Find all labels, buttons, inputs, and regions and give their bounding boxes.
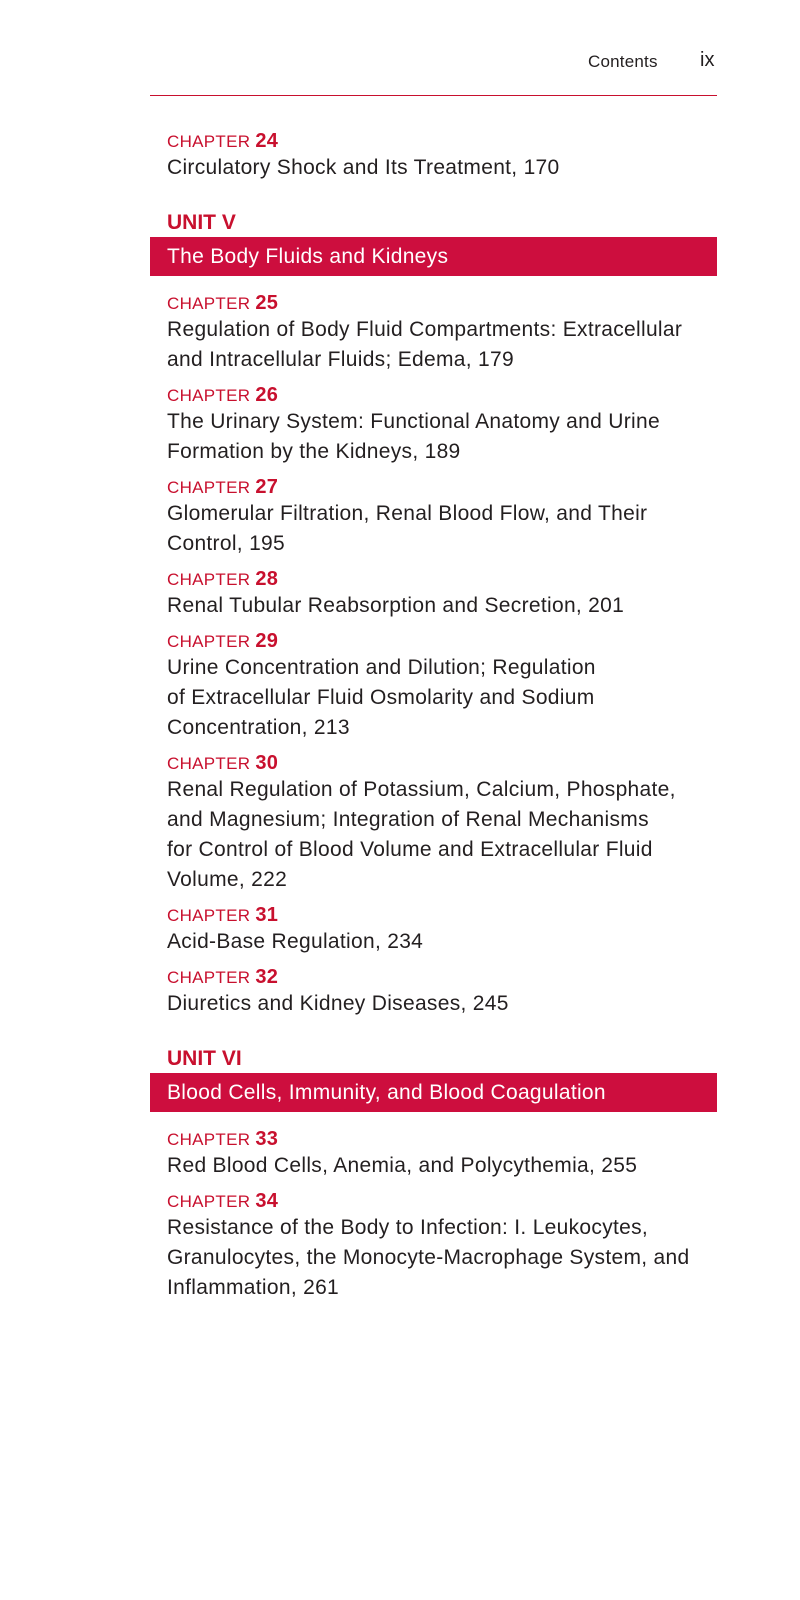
toc-chapter-entry[interactable]: [167, 752, 720, 895]
chapter-word: CHAPTER: [167, 294, 251, 313]
unit-title-bar[interactable]: The Body Fluids and Kidneys: [150, 237, 717, 276]
toc-chapter-entry[interactable]: [167, 568, 720, 621]
chapter-title: [167, 591, 720, 621]
chapter-title: [167, 153, 720, 183]
chapter-number: 34: [255, 1190, 279, 1212]
toc-chapter-entry[interactable]: [167, 130, 720, 183]
chapter-number: 27: [255, 476, 279, 498]
chapter-title-line: Circulatory Shock and Its Treatment, 170: [167, 156, 560, 179]
chapter-title: [167, 775, 720, 895]
toc-chapter-entry[interactable]: [167, 630, 720, 743]
chapter-number: 32: [255, 966, 279, 988]
table-of-contents: [150, 130, 720, 1312]
header-divider: [150, 95, 717, 96]
chapter-word: CHAPTER: [167, 132, 251, 151]
toc-chapter-entry[interactable]: [167, 476, 720, 559]
chapter-title: [167, 1151, 720, 1181]
chapter-title: [167, 653, 720, 743]
chapter-label: [167, 630, 720, 653]
toc-chapter-entry[interactable]: [167, 292, 720, 375]
chapter-number: 26: [255, 384, 279, 406]
chapter-title-line: Granulocytes, the Monocyte-Macrophage System, and: [167, 1246, 690, 1269]
chapter-word: CHAPTER: [167, 386, 251, 405]
chapter-title-line: Renal Tubular Reabsorption and Secretion, 201: [167, 594, 625, 617]
chapter-title-line: The Urinary System: Functional Anatomy and Urine: [167, 410, 660, 433]
chapter-title-line: Red Blood Cells, Anemia, and Polycythemia, 255: [167, 1154, 638, 1177]
running-header: [150, 44, 717, 94]
chapter-number: 33: [255, 1128, 279, 1150]
chapter-title-line: Acid-Base Regulation, 234: [167, 930, 424, 953]
chapter-word: CHAPTER: [167, 906, 251, 925]
chapter-title-line: Glomerular Filtration, Renal Blood Flow, and Their: [167, 502, 648, 525]
chapter-label: [167, 476, 720, 499]
chapter-number: 28: [255, 568, 279, 590]
chapter-title-line: Formation by the Kidneys, 189: [167, 440, 461, 463]
chapter-number: 30: [255, 752, 279, 774]
chapter-word: CHAPTER: [167, 968, 251, 987]
chapter-label: [167, 568, 720, 591]
chapter-title-line: Resistance of the Body to Infection: I. Leukocytes,: [167, 1216, 649, 1239]
toc-chapter-entry[interactable]: [167, 966, 720, 1019]
chapter-title: [167, 927, 720, 957]
chapter-title-line: and Magnesium; Integration of Renal Mechanisms: [167, 808, 649, 831]
chapter-title-line: Concentration, 213: [167, 716, 350, 739]
chapter-title-line: Urine Concentration and Dilution; Regulation: [167, 656, 596, 679]
chapter-number: 29: [255, 630, 279, 652]
chapter-number: 25: [255, 292, 279, 314]
chapter-title: [167, 1213, 720, 1303]
chapter-number: 24: [255, 130, 279, 152]
toc-chapter-entry[interactable]: [167, 1128, 720, 1181]
toc-chapter-entry[interactable]: [167, 904, 720, 957]
chapter-title-line: Control, 195: [167, 532, 286, 555]
chapter-title-line: Volume, 222: [167, 868, 288, 891]
chapter-label: [167, 1190, 720, 1213]
chapter-label: [167, 1128, 720, 1151]
chapter-label: [167, 292, 720, 315]
running-header-section: Contents: [588, 52, 658, 71]
chapter-title: [167, 407, 720, 467]
chapter-label: [167, 130, 720, 153]
chapter-title-line: for Control of Blood Volume and Extracellular Fluid: [167, 838, 653, 861]
chapter-title-line: Inflammation, 261: [167, 1276, 340, 1299]
chapter-title: [167, 315, 720, 375]
chapter-label: [167, 752, 720, 775]
chapter-label: [167, 904, 720, 927]
chapter-word: CHAPTER: [167, 1130, 251, 1149]
unit-label: UNIT V: [167, 211, 236, 234]
chapter-title-line: Renal Regulation of Potassium, Calcium, Phosphate,: [167, 778, 676, 801]
chapter-title-line: Regulation of Body Fluid Compartments: Extracellular: [167, 318, 683, 341]
chapter-label: [167, 384, 720, 407]
chapter-title: [167, 989, 720, 1019]
chapter-title-line: and Intracellular Fluids; Edema, 179: [167, 348, 514, 371]
unit-title-bar[interactable]: Blood Cells, Immunity, and Blood Coagulation: [150, 1073, 717, 1112]
chapter-word: CHAPTER: [167, 478, 251, 497]
toc-chapter-entry[interactable]: [167, 384, 720, 467]
chapter-title: [167, 499, 720, 559]
page-number: ix: [700, 49, 715, 71]
chapter-word: CHAPTER: [167, 754, 251, 773]
chapter-word: CHAPTER: [167, 1192, 251, 1211]
chapter-label: [167, 966, 720, 989]
toc-chapter-entry[interactable]: [167, 1190, 720, 1303]
chapter-word: CHAPTER: [167, 632, 251, 651]
chapter-title-line: Diuretics and Kidney Diseases, 245: [167, 992, 509, 1015]
chapter-word: CHAPTER: [167, 570, 251, 589]
chapter-title-line: of Extracellular Fluid Osmolarity and Sodium: [167, 686, 595, 709]
chapter-number: 31: [255, 904, 279, 926]
unit-label: UNIT VI: [167, 1047, 242, 1070]
